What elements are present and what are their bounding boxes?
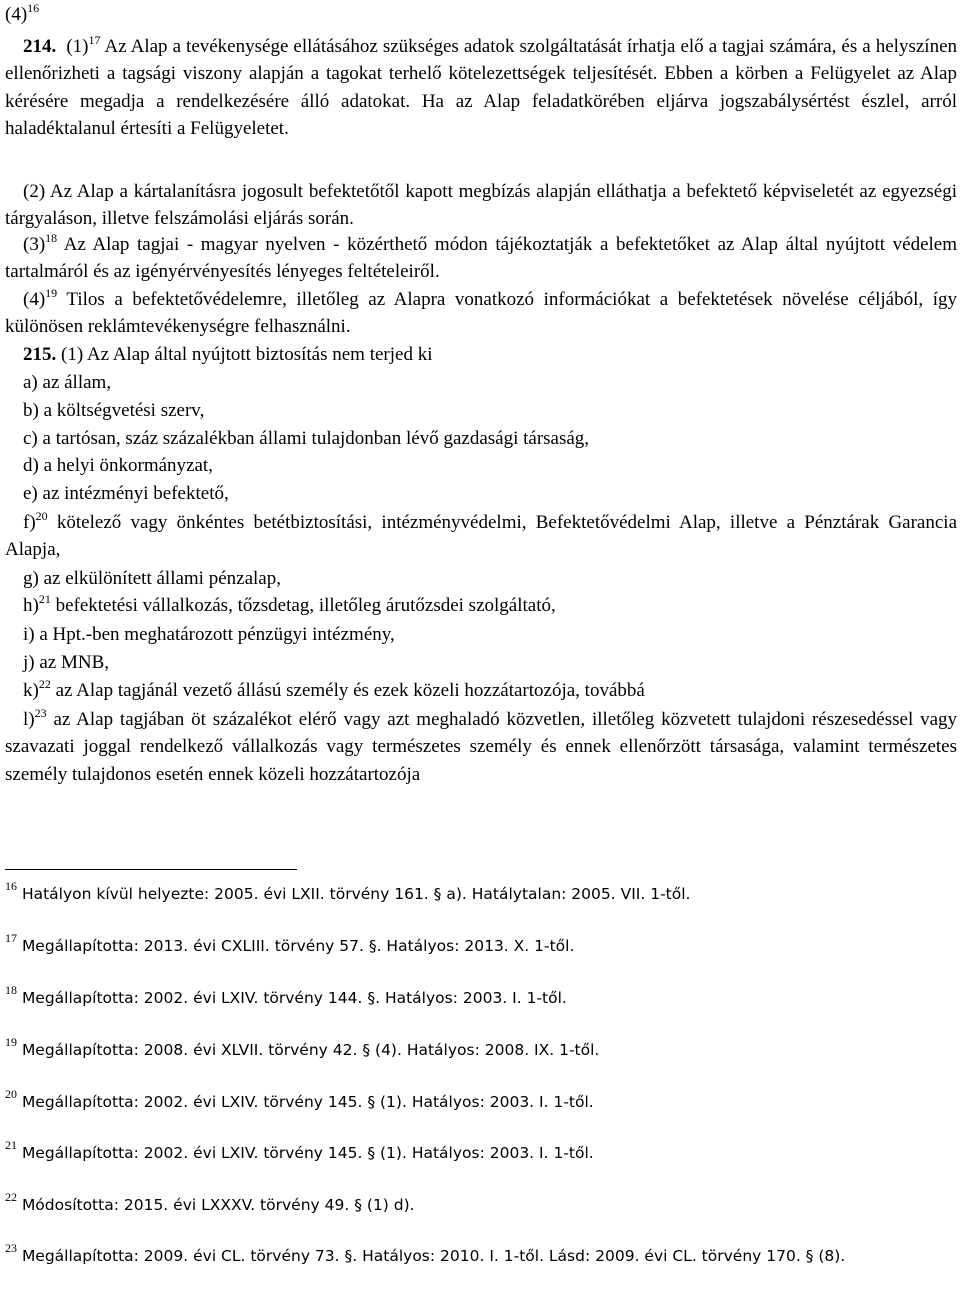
footnote-ref-17: 17 — [88, 32, 101, 47]
item-prefix: h) — [23, 595, 39, 616]
footnote-22 — [5, 1189, 955, 1218]
section-214-paragraph-1 — [5, 33, 957, 142]
paragraph-text: (1) Az Alap által nyújtott biztosítás nem terjed ki — [61, 344, 433, 365]
section-215-intro — [23, 341, 432, 368]
list-item-g: g) az elkülönített állami pénzalap, — [23, 568, 281, 589]
footnote-text: Megállapította: 2009. évi CL. törvény 73. §. Hatályos: 2010. I. 1-től. Lásd: 2009. évi CL. törvény 170. § (8). — [21, 1247, 846, 1265]
footnote-text: Megállapította: 2002. évi LXIV. törvény 145. § (1). Hatályos: 2003. I. 1-től. — [21, 1144, 594, 1162]
footnote-ref-19: 19 — [45, 285, 58, 300]
list-item-e: e) az intézményi befektető, — [23, 483, 229, 504]
footnote-ref-20: 20 — [35, 508, 48, 523]
footnote-number: 17 — [5, 930, 17, 945]
footnote-number: 16 — [5, 878, 17, 893]
list-item-i: i) a Hpt.-ben meghatározott pénzügyi intézmény, — [23, 624, 395, 645]
footnote-number: 23 — [5, 1240, 17, 1255]
paragraph-prefix: (1) — [66, 36, 89, 57]
footnote-ref-22: 22 — [38, 676, 51, 691]
section-214-paragraph-2 — [5, 178, 957, 233]
item-prefix: f) — [23, 512, 36, 533]
footnote-21 — [5, 1137, 955, 1166]
item-text: az Alap tagjánál vezető állású személy és ezek közeli hozzátartozója, továbbá — [55, 680, 645, 701]
list-item-k — [23, 677, 645, 704]
footnote-text: Megállapította: 2002. évi LXIV. törvény 145. § (1). Hatályos: 2003. I. 1-től. — [21, 1093, 594, 1111]
footnote-16 — [5, 878, 955, 907]
item-text: az Alap tagjában öt százalékot elérő vagy azt meghaladó közvetlen, illetőleg közvetett tulajdoni részesedéssel vagy szavazati joggal rendelkező vállalkozás vagy természetes személy és ennek ellenőrzött társasága, valamint természetes személy tulajdonos esetén ennek közeli hozzátartozója — [5, 709, 958, 785]
footnote-18 — [5, 982, 955, 1011]
footnote-ref-16: 16 — [27, 0, 40, 15]
footnote-text: Módosította: 2015. évi LXXXV. törvény 49. § (1) d). — [21, 1196, 415, 1214]
paragraph-text: Az Alap a tevékenysége ellátásához szükséges adatok szolgáltatását írhatja elő a tagjai számára, és a helyszínen ellenőrizheti a tagsági viszony alapján a tagokat terhelő kötelezettségek teljesítését. Ebben a körben a Felügyelet az Alap kérésére megadja a rendelkezésére álló adatokat. Ha az Alap feladatkörében eljárva jogszabálysértést észlel, arról haladéktalanul értesíti a Felügyeletet. — [5, 36, 958, 139]
footnote-23 — [5, 1240, 935, 1269]
list-item-l — [5, 706, 957, 788]
list-item-a: a) az állam, — [23, 372, 112, 393]
footnote-text: Hatályon kívül helyezte: 2005. évi LXII. törvény 161. § a). Hatálytalan: 2005. VII. 1-től. — [21, 885, 691, 903]
footnote-text: Megállapította: 2002. évi LXIV. törvény 144. §. Hatályos: 2003. I. 1-től. — [21, 989, 567, 1007]
paragraph-text: Az Alap tagjai - magyar nyelven - közérthető módon tájékoztatják a befektetőket az Alap által nyújtott védelem tartalmáról és az igényérvényesítés lényeges feltételeiről. — [5, 234, 957, 283]
item-prefix: l) — [23, 709, 35, 730]
top-marker — [5, 1, 957, 28]
section-214-paragraph-3 — [5, 231, 957, 286]
footnote-19 — [5, 1034, 955, 1063]
section-number-214: 214. — [23, 36, 57, 57]
paragraph-prefix: (4) — [23, 289, 46, 310]
footnote-number: 20 — [5, 1086, 17, 1101]
section-number-215: 215. — [23, 344, 57, 365]
list-item-c: c) a tartósan, száz százalékban állami tulajdonban lévő gazdasági társaság, — [23, 428, 590, 449]
item-text: befektetési vállalkozás, tőzsdetag, illetőleg árutőzsdei szolgáltató, — [55, 595, 556, 616]
footnote-ref-23: 23 — [34, 705, 47, 720]
list-item-h — [23, 592, 556, 619]
list-item-j: j) az MNB, — [23, 652, 110, 673]
list-item-f — [5, 509, 957, 564]
footnote-ref-18: 18 — [45, 230, 58, 245]
list-item-d: d) a helyi önkormányzat, — [23, 455, 213, 476]
footnote-number: 21 — [5, 1137, 17, 1152]
footnote-number: 22 — [5, 1189, 17, 1204]
marker-prefix: (4) — [5, 4, 28, 25]
paragraph-text: (2) Az Alap a kártalanításra jogosult befektetőtől kapott megbízás alapján elláthatja a befektető képviseletét az egyezségi tárgyaláson, illetve felszámolási eljárás során. — [5, 181, 957, 230]
footnote-17 — [5, 930, 955, 959]
paragraph-text: Tilos a befektetővédelemre, illetőleg az Alapra vonatkozó információkat a befektetések növelése céljából, így különösen reklámtevékenységre felhasználni. — [5, 289, 957, 338]
list-item-b: b) a költségvetési szerv, — [23, 400, 205, 421]
footnote-ref-21: 21 — [38, 591, 51, 606]
item-text: kötelező vagy önkéntes betétbiztosítási, intézményvédelmi, Befektetővédelmi Alap, illetve a Pénztárak Garancia Alapja, — [5, 512, 958, 561]
footnote-number: 18 — [5, 982, 17, 997]
section-214-paragraph-4 — [5, 286, 957, 341]
paragraph-prefix: (3) — [23, 234, 46, 255]
footnote-text: Megállapította: 2013. évi CXLIII. törvény 57. §. Hatályos: 2013. X. 1-től. — [21, 937, 575, 955]
footnote-separator — [5, 869, 297, 870]
footnote-number: 19 — [5, 1034, 17, 1049]
footnote-20 — [5, 1086, 955, 1115]
item-prefix: k) — [23, 680, 39, 701]
footnote-text: Megállapította: 2008. évi XLVII. törvény 42. § (4). Hatályos: 2008. IX. 1-től. — [21, 1041, 600, 1059]
